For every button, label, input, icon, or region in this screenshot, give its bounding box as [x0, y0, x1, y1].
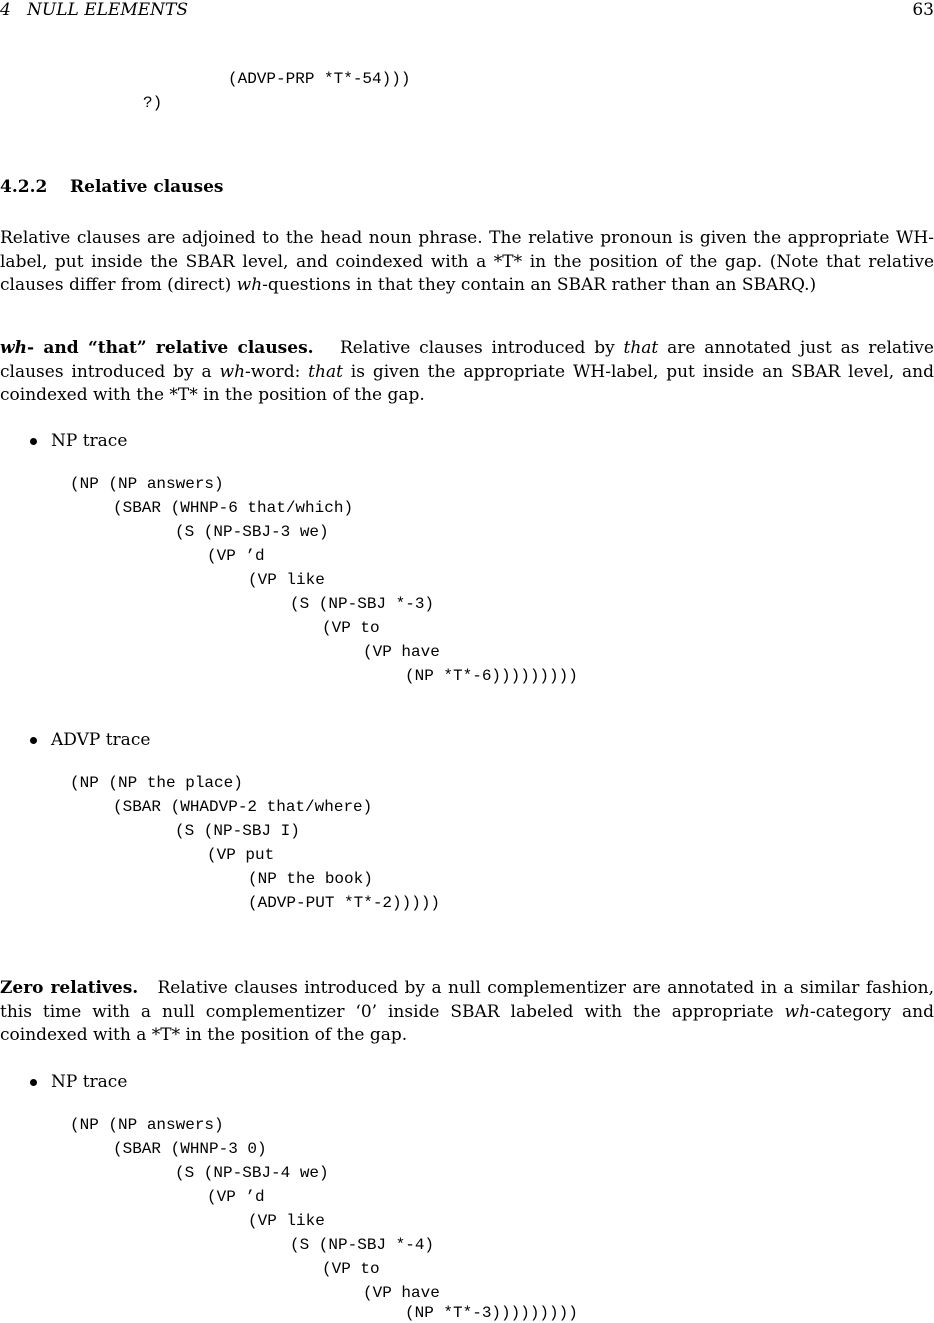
code-line: (NP *T*-6))))))))) — [405, 667, 578, 685]
code-line: (ADVP-PUT *T*-2))))) — [248, 894, 441, 912]
code-line: (S (NP-SBJ *-3) — [290, 595, 435, 613]
code-line: (VP to — [322, 619, 380, 637]
bullet-item: NP trace — [30, 1072, 127, 1092]
code-line: (NP (NP the place) — [70, 774, 243, 792]
code-line: (NP (NP answers) — [70, 1116, 224, 1134]
running-header: 4 NULL ELEMENTS — [0, 0, 188, 20]
code-line: (VP put — [207, 846, 275, 864]
code-line: ?) — [143, 94, 163, 112]
page-number: 63 — [912, 0, 934, 20]
wh-that-paragraph: wh- and “that” relative clauses. Relative clauses introduced by that are annotated just as relative clauses introduced by a wh-word: that is given the appropriate WH-label, put inside an SBAR level, and coindexed with the *T* in the position of the gap. — [0, 338, 934, 405]
code-line: (S (NP-SBJ-4 we) — [175, 1164, 329, 1182]
bullet-icon — [30, 1079, 37, 1086]
code-line: (VP like — [248, 571, 325, 589]
code-line: (NP (NP answers) — [70, 475, 224, 493]
code-line: (ADVP-PRP *T*-54))) — [228, 70, 411, 88]
code-line: (VP to — [322, 1260, 380, 1278]
code-line: (VP like — [248, 1212, 325, 1230]
code-line: (VP ’d — [207, 1188, 265, 1206]
bullet-item: ADVP trace — [30, 730, 150, 750]
runin-heading: Zero relatives. — [0, 978, 139, 998]
code-line: (VP have — [363, 1284, 440, 1302]
code-line: (NP *T*-3))))))))) — [405, 1304, 578, 1322]
zero-relatives-paragraph: Zero relatives. Relative clauses introduced by a null complementizer are annotated in a similar fashion, this time with a null complementizer ‘0’ inside SBAR labeled with the appropriate wh-category and coindexed with a *T* in the position of the gap. — [0, 978, 934, 1045]
code-line: (NP the book) — [248, 870, 373, 888]
code-line: (S (NP-SBJ *-4) — [290, 1236, 435, 1254]
code-line: (SBAR (WHNP-6 that/which) — [113, 499, 354, 517]
code-line: (SBAR (WHADVP-2 that/where) — [113, 798, 373, 816]
bullet-item: NP trace — [30, 431, 127, 451]
bullet-icon — [30, 737, 37, 744]
section-title: Relative clauses — [70, 177, 224, 197]
code-line: (S (NP-SBJ-3 we) — [175, 523, 329, 541]
code-line: (VP have — [363, 643, 440, 661]
bullet-icon — [30, 438, 37, 445]
code-line: (VP ’d — [207, 547, 265, 565]
runin-heading: wh- and “that” relative clauses. — [0, 338, 314, 358]
intro-paragraph: Relative clauses are adjoined to the head noun phrase. The relative pronoun is given the appropriate WH-label, put inside the SBAR level, and coindexed with a *T* in the position of the gap. (Note that relative clauses differ from (direct) wh-questions in that they contain an SBAR rather than an SBARQ.) — [0, 228, 934, 295]
code-line: (SBAR (WHNP-3 0) — [113, 1140, 267, 1158]
code-line: (S (NP-SBJ I) — [175, 822, 300, 840]
section-number: 4.2.2 — [0, 177, 48, 197]
